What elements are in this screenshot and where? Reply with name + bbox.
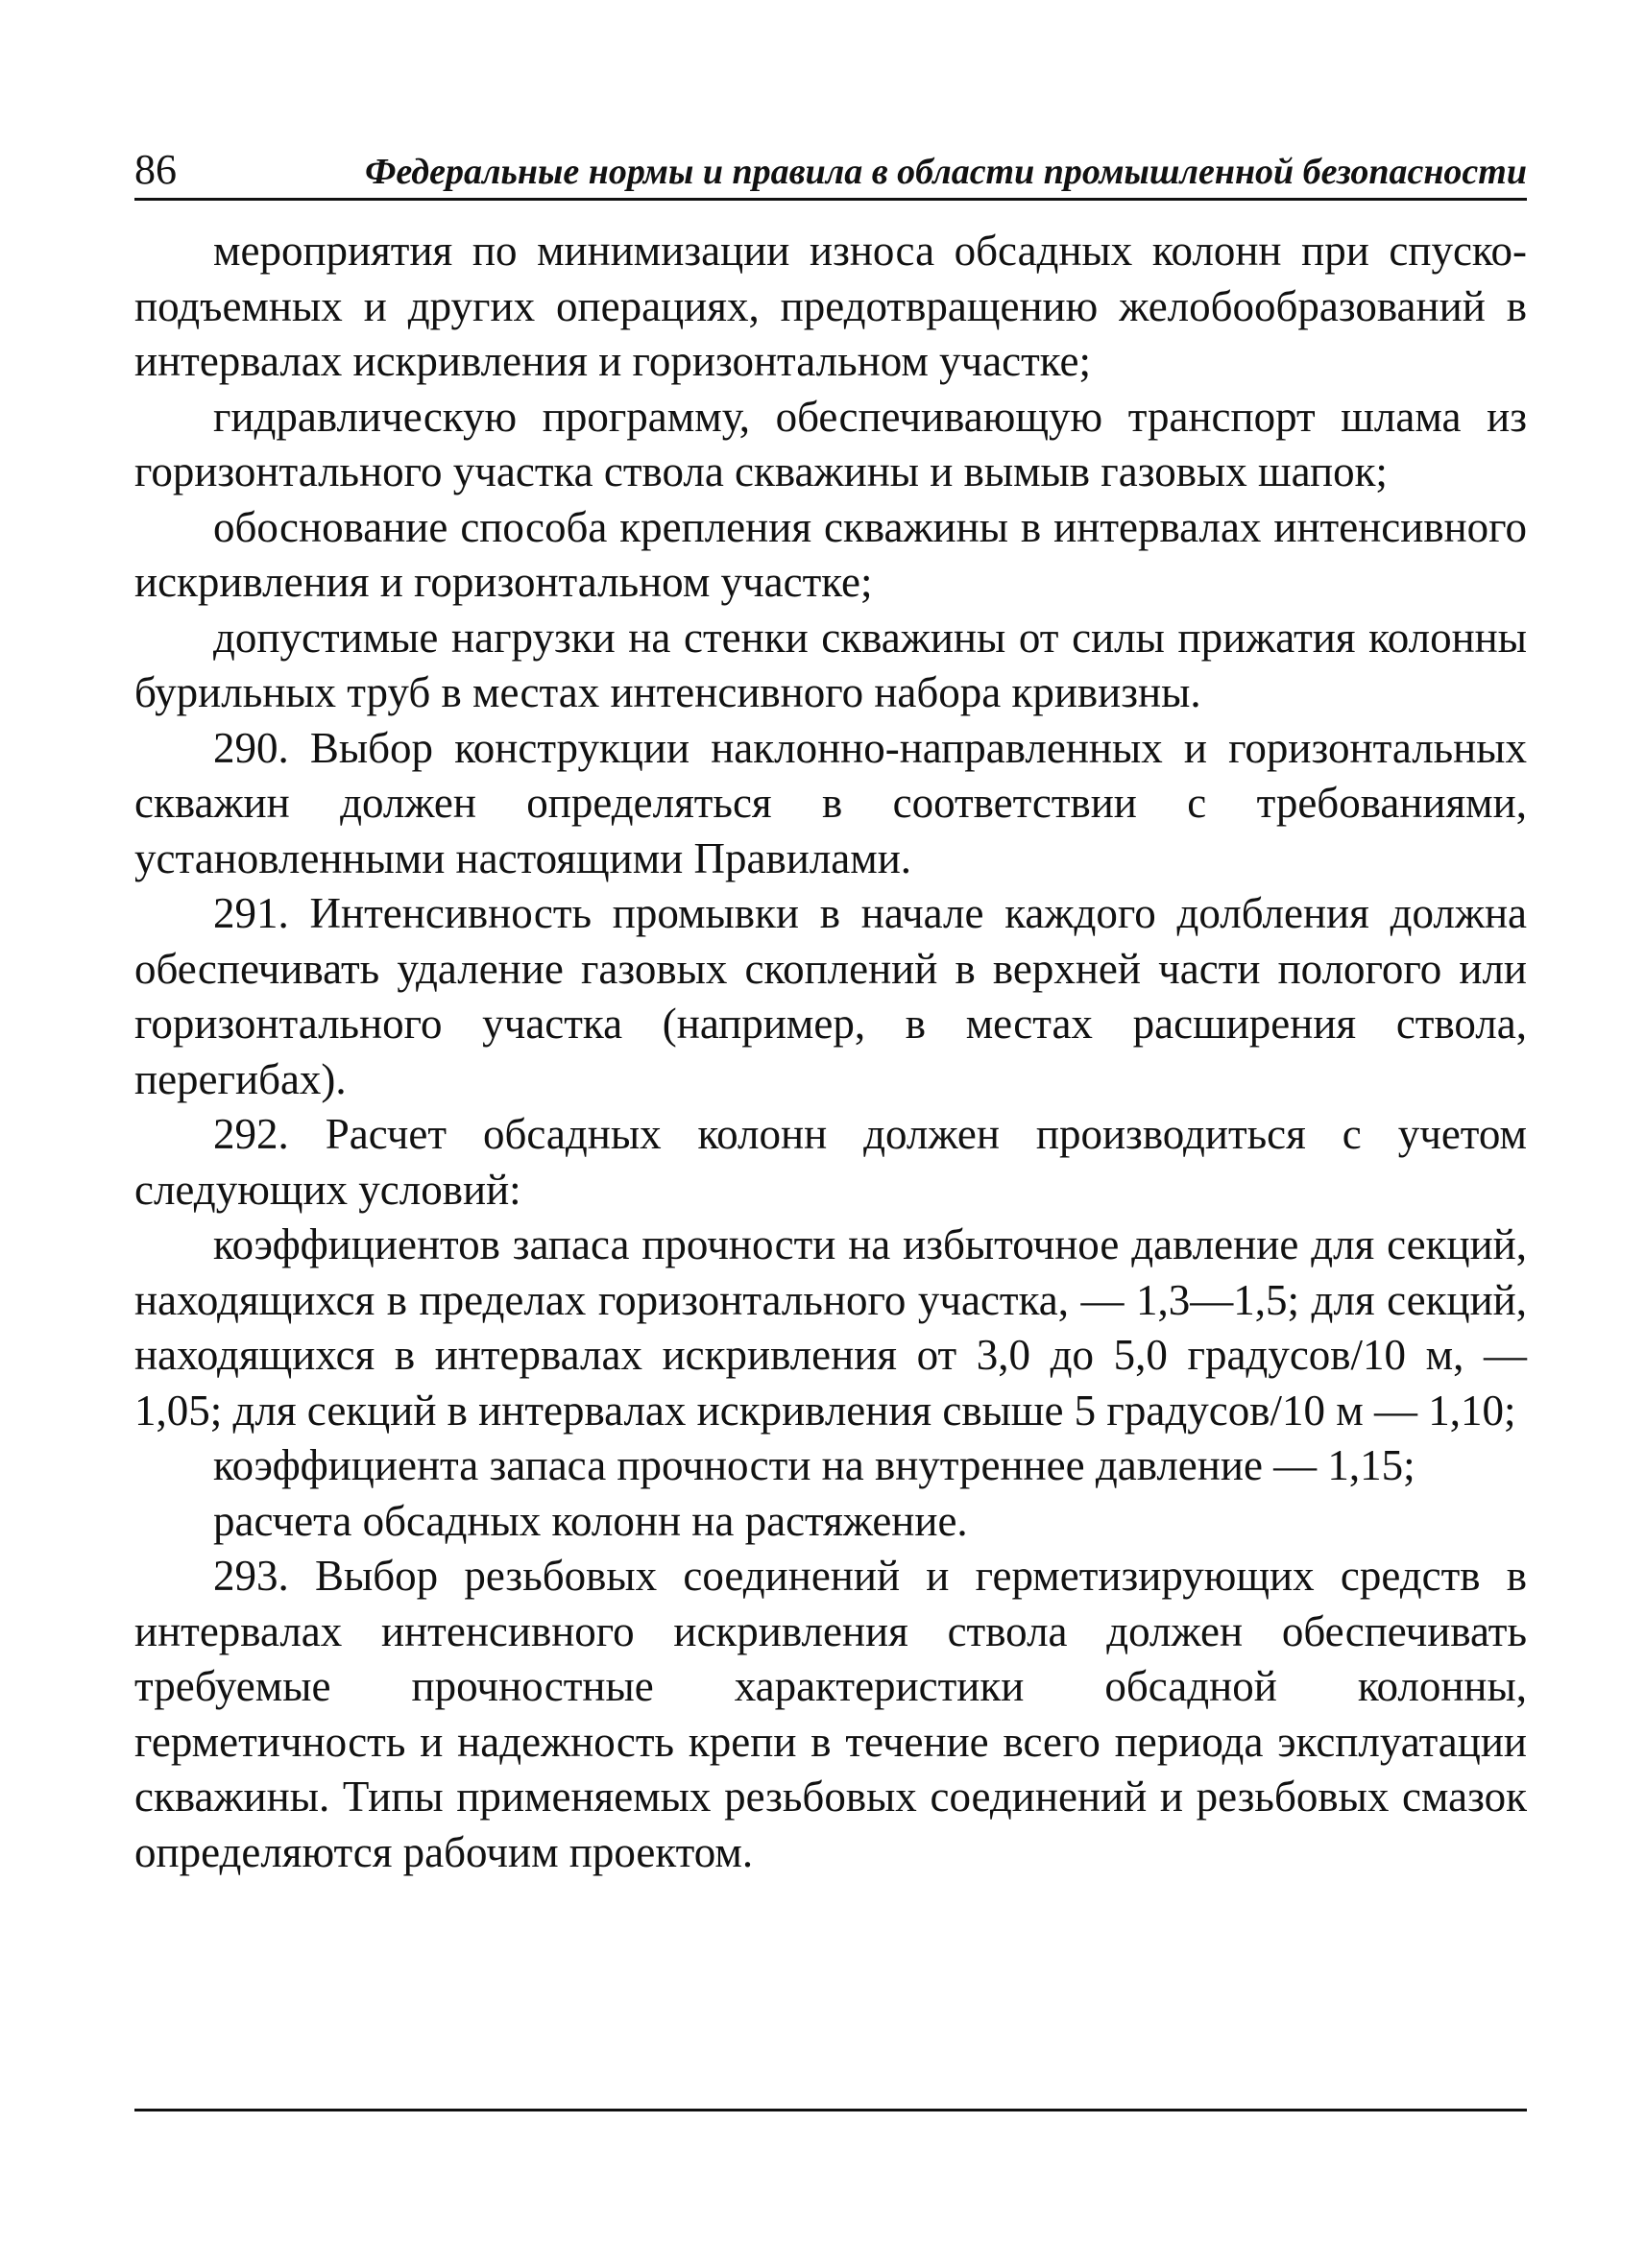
paragraph-291: 291. Интенсивность промывки в начале каждого долбления должна обеспечивать удаление газовых скоплений в верхней части пологого или горизонтального участка (например, в местах расширения ствола, перегибах).: [134, 889, 1527, 1103]
paragraph-290: 290. Выбор конструкции наклонно-направленных и горизонтальных скважин должен определяться в соответствии с требованиями, установленными настоящими Правилами.: [134, 723, 1527, 882]
paragraph-292-item-2: коэффициента запаса прочности на внутреннее давление — 1,15;: [213, 1441, 1415, 1489]
paragraph-292: 292. Расчет обсадных колонн должен производиться с учетом следующих условий:: [134, 1110, 1527, 1214]
body-text: [134, 224, 1527, 1880]
running-title: Федеральные нормы и правила в области промышленной безопасности: [365, 152, 1527, 192]
paragraph-3: обоснование способа крепления скважины в интервалах интенсивного искривления и горизонтальном участке;: [134, 502, 1527, 606]
footer-divider: [134, 2109, 1527, 2111]
page-number: 86: [134, 146, 177, 193]
paragraph-2: гидравлическую программу, обеспечивающую транспорт шлама из горизонтального участка ствола скважины и вымыв газовых шапок;: [134, 392, 1527, 495]
paragraph-1: мероприятия по минимизации износа обсадных колонн при спуско-подъемных и других операциях, предотвращению желобообразований в интервалах искривления и горизонтальном участке;: [134, 227, 1527, 385]
paragraph-293: 293. Выбор резьбовых соединений и герметизирующих средств в интервалах интенсивного искривления ствола должен обеспечивать требуемые прочностные характеристики обсадной колонны, герметичность и надежность крепи в течение всего периода эксплуатации скважины. Типы применяемых резьбовых соединений и резьбовых смазок определяются рабочим проектом.: [134, 1552, 1527, 1876]
paragraph-292-item-3: расчета обсадных колонн на растяжение.: [213, 1496, 968, 1545]
paragraph-292-item-1: коэффициентов запаса прочности на избыточное давление для секций, находящихся в пределах горизонтального участка, — 1,3—1,5; для секций, находящихся в интервалах искривления от 3,0 до 5,0 градусов/10 м, — 1,05; для секций в интервалах искривления свыше 5 градусов/10 м — 1,10;: [134, 1220, 1527, 1435]
page-header: [134, 144, 1527, 201]
paragraph-4: допустимые нагрузки на стенки скважины от силы прижатия колонны бурильных труб в местах интенсивного набора кривизны.: [134, 613, 1527, 716]
